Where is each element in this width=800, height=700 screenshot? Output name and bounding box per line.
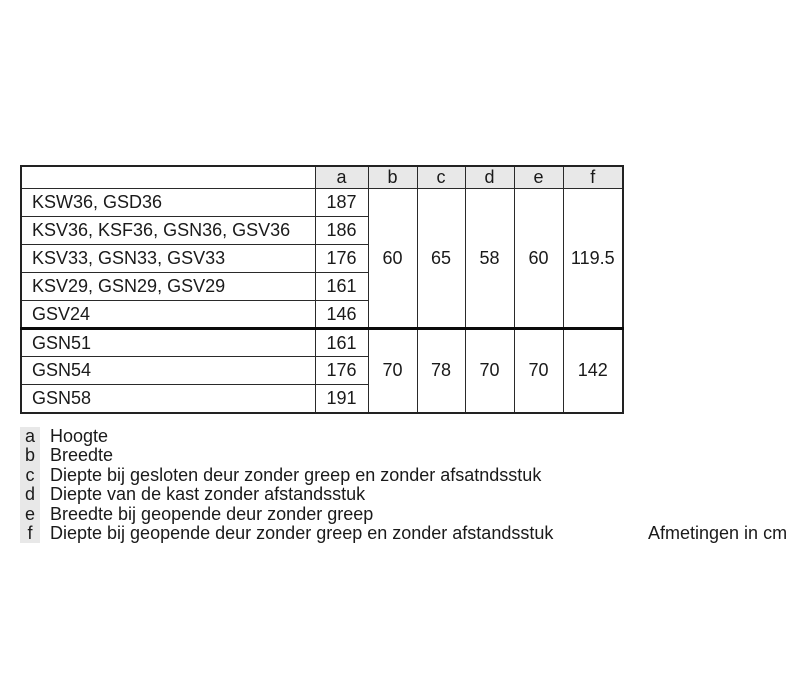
column-header-a: a: [315, 166, 368, 189]
legend: [20, 427, 553, 543]
column-header-c: c: [417, 166, 465, 189]
shared-value-cell-e: 60: [514, 189, 563, 329]
table-corner-cell: [21, 166, 315, 189]
shared-value-cell-b: 70: [368, 329, 417, 413]
units-note: Afmetingen in cm: [648, 523, 788, 543]
column-header-e: e: [514, 166, 563, 189]
column-header-b: b: [368, 166, 417, 189]
model-cell: GSN51: [21, 329, 315, 357]
legend-item-e: [20, 505, 553, 524]
value-cell-a: 161: [315, 273, 368, 301]
model-cell: GSN58: [21, 385, 315, 413]
model-cell: KSV36, KSF36, GSN36, GSV36: [21, 217, 315, 245]
legend-key-b: b: [20, 446, 40, 465]
model-cell: GSN54: [21, 357, 315, 385]
legend-key-f: f: [20, 524, 40, 543]
dimensions-table: [20, 165, 624, 414]
shared-value-cell-f: 119.5: [563, 189, 623, 329]
value-cell-a: 187: [315, 189, 368, 217]
shared-value-cell-b: 60: [368, 189, 417, 329]
column-header-f: f: [563, 166, 623, 189]
shared-value-cell-f: 142: [563, 329, 623, 413]
legend-item-f: [20, 524, 553, 543]
value-cell-a: 186: [315, 217, 368, 245]
legend-label-b: Breedte: [50, 445, 114, 466]
legend-label-c: Diepte bij gesloten deur zonder greep en zonder afsatndsstuk: [50, 464, 542, 485]
legend-label-e: Breedte bij geopende deur zonder greep: [50, 503, 374, 524]
legend-item-b: [20, 446, 553, 465]
table-row: [21, 189, 623, 217]
model-cell: KSW36, GSD36: [21, 189, 315, 217]
shared-value-cell-d: 58: [465, 189, 514, 329]
shared-value-cell-c: 78: [417, 329, 465, 413]
column-header-d: d: [465, 166, 514, 189]
value-cell-a: 146: [315, 301, 368, 329]
legend-key-a: a: [20, 427, 40, 446]
table-header-row: [21, 166, 623, 189]
legend-label-a: Hoogte: [50, 426, 109, 446]
shared-value-cell-d: 70: [465, 329, 514, 413]
legend-item-d: [20, 485, 553, 504]
value-cell-a: 191: [315, 385, 368, 413]
legend-item-c: [20, 466, 553, 485]
legend-label-f: Diepte bij geopende deur zonder greep en zonder afstandsstuk: [50, 522, 554, 543]
value-cell-a: 176: [315, 245, 368, 273]
legend-label-d: Diepte van de kast zonder afstandsstuk: [50, 484, 366, 505]
value-cell-a: 176: [315, 357, 368, 385]
model-cell: KSV33, GSN33, GSV33: [21, 245, 315, 273]
model-cell: GSV24: [21, 301, 315, 329]
model-cell: KSV29, GSN29, GSV29: [21, 273, 315, 301]
legend-key-c: c: [20, 466, 40, 485]
shared-value-cell-c: 65: [417, 189, 465, 329]
shared-value-cell-e: 70: [514, 329, 563, 413]
legend-key-e: e: [20, 505, 40, 524]
table-row-group-divider: [21, 329, 623, 357]
legend-key-d: d: [20, 485, 40, 504]
value-cell-a: 161: [315, 329, 368, 357]
legend-item-a: [20, 427, 553, 446]
